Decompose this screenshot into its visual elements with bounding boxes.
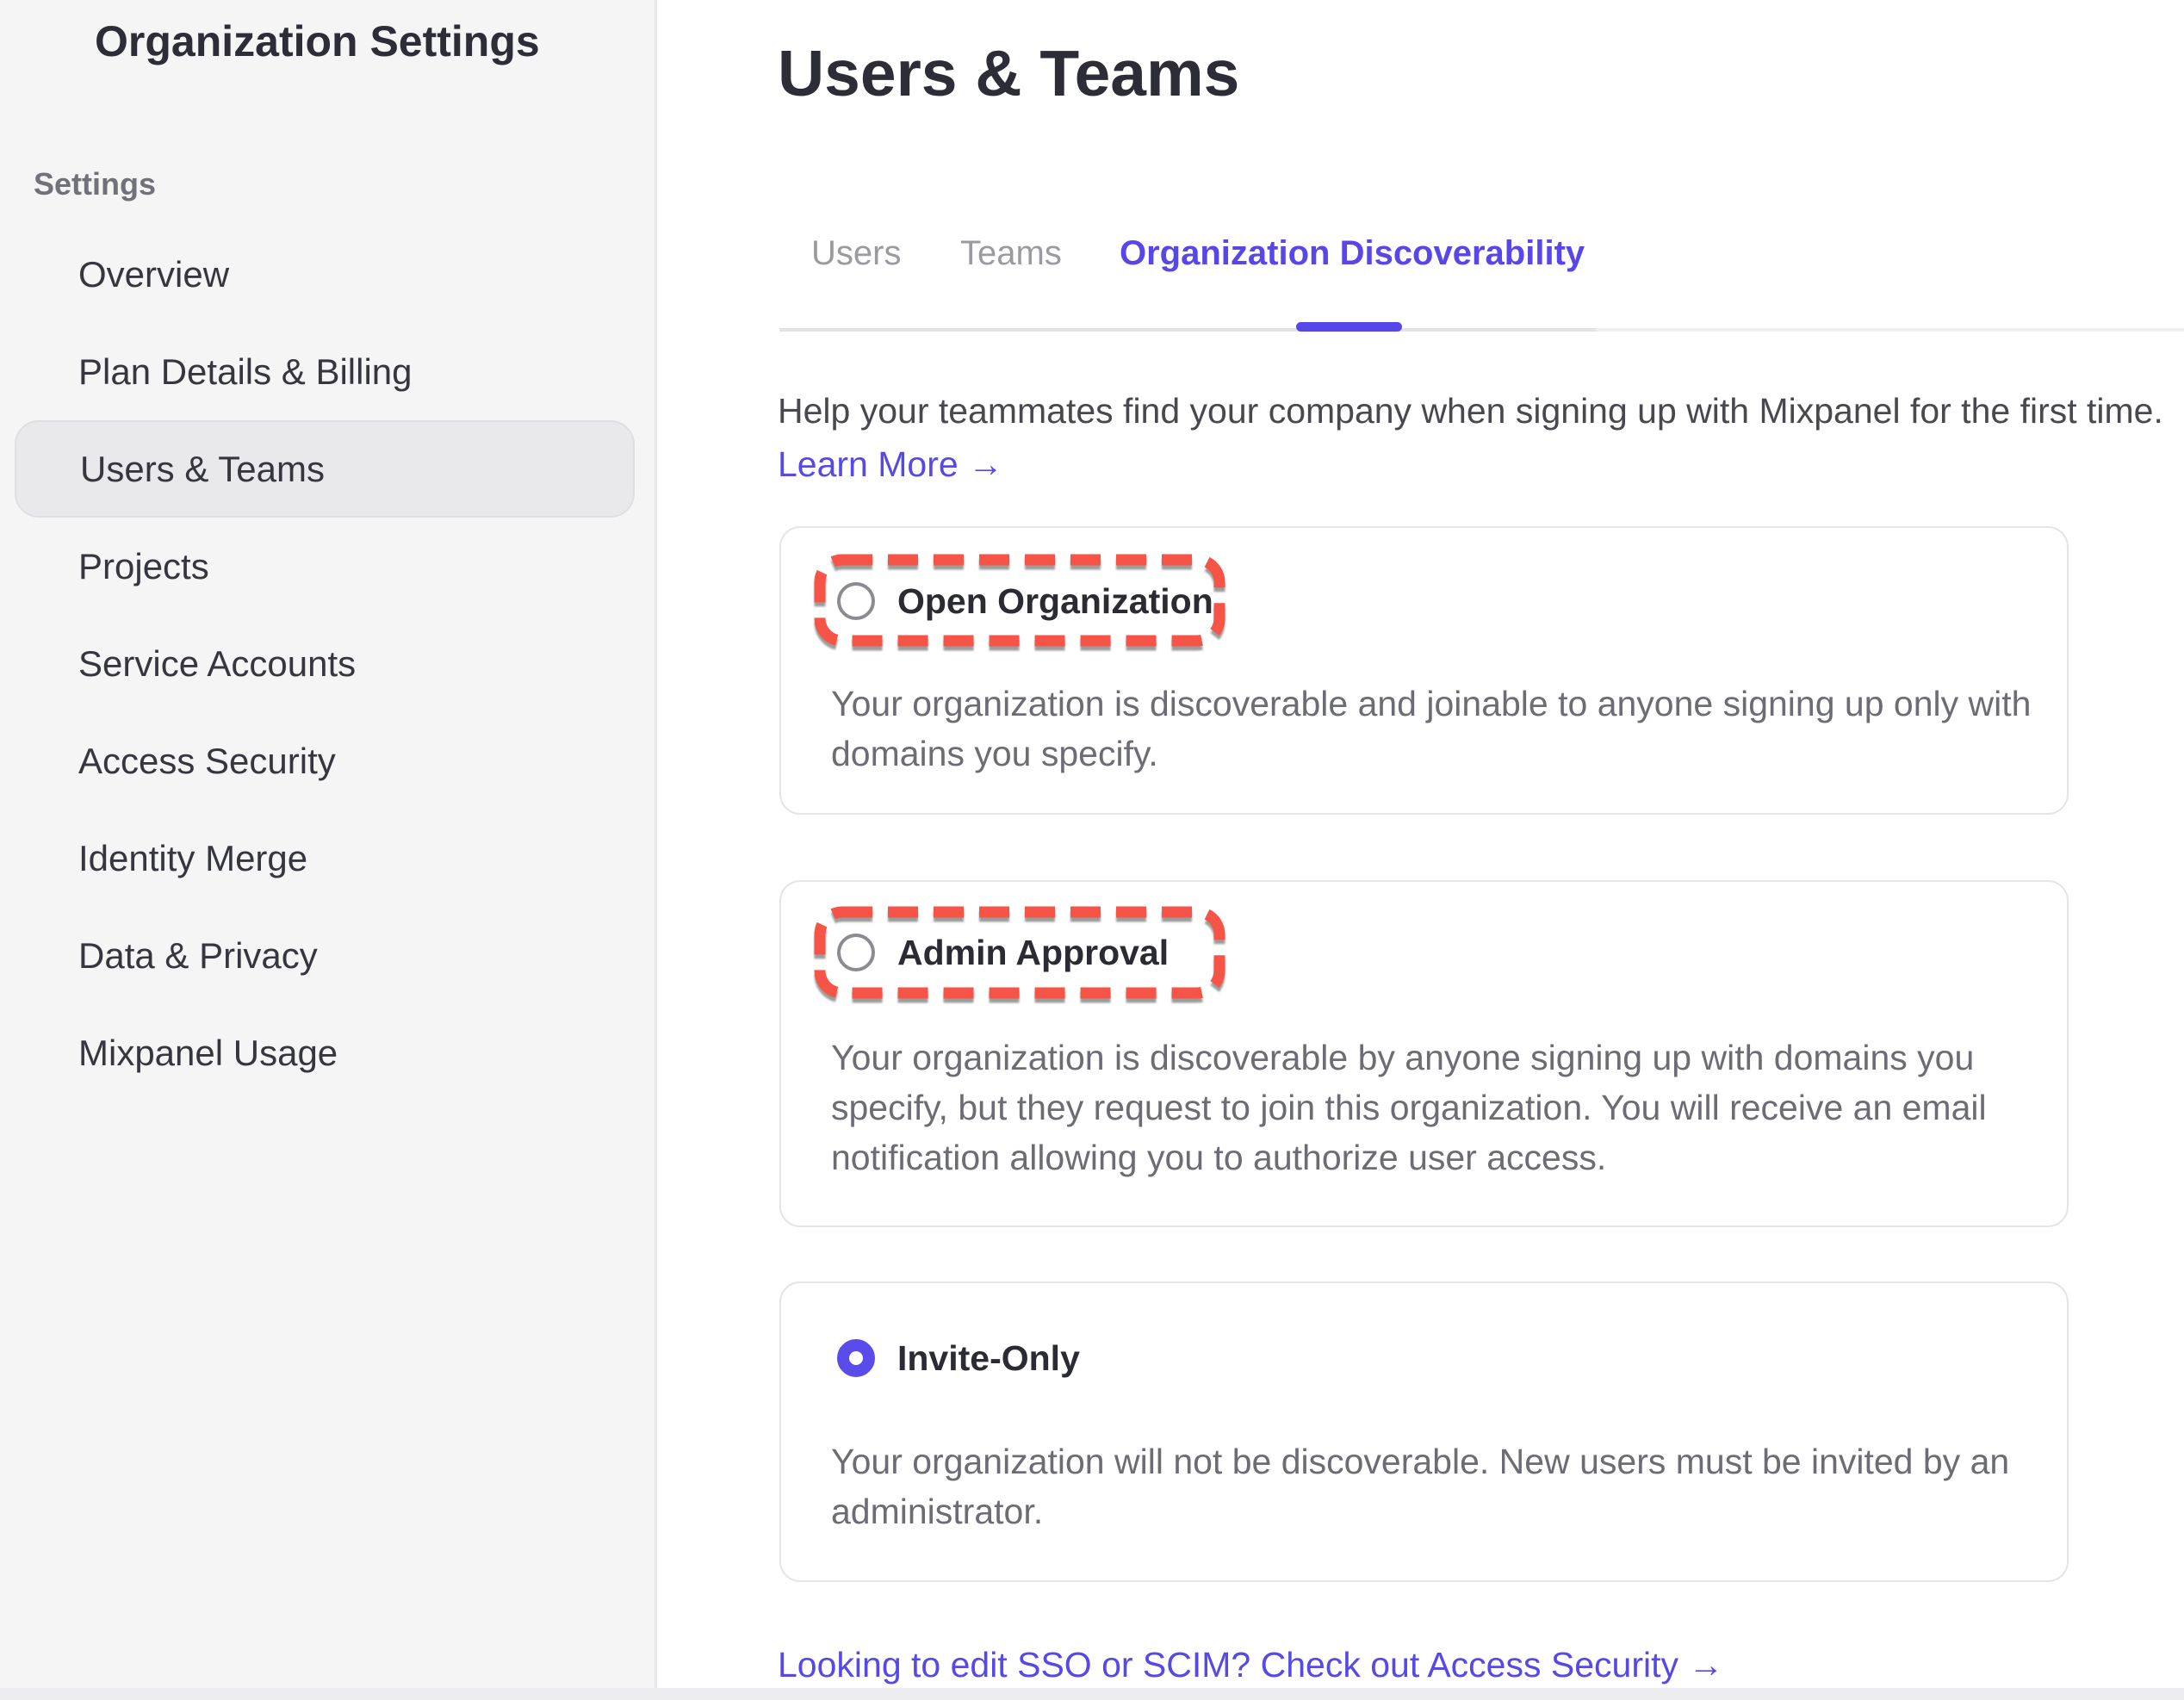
- sidebar-item-identity-merge[interactable]: [15, 810, 635, 907]
- access-security-link[interactable]: Looking to edit SSO or SCIM? Check out Access Security →: [778, 1645, 1724, 1684]
- tab-organization-discoverability[interactable]: Organization Discoverability: [1120, 234, 1585, 272]
- option-card-admin-approval[interactable]: [779, 880, 2069, 1227]
- option-description: [831, 679, 2031, 779]
- bottom-scroll-strip: [0, 1688, 2184, 1700]
- sidebar: [0, 0, 657, 1700]
- option-description: [831, 1033, 1987, 1182]
- tab-users[interactable]: Users: [811, 234, 902, 272]
- option-label: Invite-Only: [897, 1338, 1080, 1378]
- option-description-line: specify, but they request to join this organization. You will receive an email: [831, 1088, 1987, 1127]
- sidebar-item-users-teams[interactable]: [15, 420, 635, 518]
- sidebar-nav: [15, 226, 635, 1101]
- option-description-line: domains you specify.: [831, 734, 1158, 773]
- sidebar-item-label: Data & Privacy: [78, 934, 318, 976]
- option-description-line: Your organization is discoverable and joinable to anyone signing up only with: [831, 684, 2032, 723]
- sidebar-item-overview[interactable]: [15, 226, 635, 323]
- option-description-line: notification allowing you to authorize user access.: [831, 1138, 1607, 1177]
- sidebar-item-label: Users & Teams: [80, 448, 325, 489]
- sidebar-item-mixpanel-usage[interactable]: [15, 1004, 635, 1101]
- option-label: Admin Approval: [897, 933, 1170, 972]
- page-title: Users & Teams: [778, 37, 1240, 109]
- sidebar-item-label: Overview: [78, 253, 230, 295]
- active-tab-underline: [1296, 322, 1402, 332]
- tabs-divider-dark: [779, 328, 1596, 332]
- option-description: [831, 1436, 2009, 1536]
- tab-teams[interactable]: Teams: [960, 234, 1062, 272]
- sidebar-item-data-privacy[interactable]: [15, 907, 635, 1004]
- sidebar-item-label: Projects: [78, 545, 209, 586]
- option-card-invite-only[interactable]: [779, 1281, 2069, 1582]
- discoverability-intro-text: Help your teammates find your company when signing up with Mixpanel for the first time.: [778, 391, 2163, 431]
- sidebar-item-label: Identity Merge: [78, 837, 308, 878]
- option-description-line: Your organization is discoverable by anyone signing up with domains you: [831, 1038, 1975, 1077]
- sidebar-section-label: Settings: [34, 166, 157, 202]
- radio-admin-approval[interactable]: [837, 934, 875, 971]
- sidebar-item-plan-details-billing[interactable]: [15, 323, 635, 420]
- sidebar-title: Organization Settings: [95, 17, 540, 65]
- option-card-open-organization[interactable]: [779, 526, 2069, 815]
- sidebar-item-label: Access Security: [78, 740, 336, 781]
- option-description-line: Your organization will not be discoverable. New users must be invited by an: [831, 1442, 2010, 1481]
- option-label: Open Organization: [897, 581, 1213, 621]
- sidebar-item-access-security[interactable]: [15, 712, 635, 810]
- sidebar-item-label: Plan Details & Billing: [78, 351, 413, 392]
- sidebar-item-projects[interactable]: [15, 518, 635, 615]
- learn-more-link[interactable]: Learn More →: [778, 444, 1004, 484]
- radio-invite-only-selected[interactable]: [837, 1339, 875, 1377]
- option-description-line: administrator.: [831, 1492, 1044, 1531]
- sidebar-item-label: Service Accounts: [78, 642, 357, 684]
- sidebar-item-service-accounts[interactable]: [15, 615, 635, 712]
- sidebar-item-label: Mixpanel Usage: [78, 1032, 338, 1073]
- radio-open-organization[interactable]: [837, 582, 875, 620]
